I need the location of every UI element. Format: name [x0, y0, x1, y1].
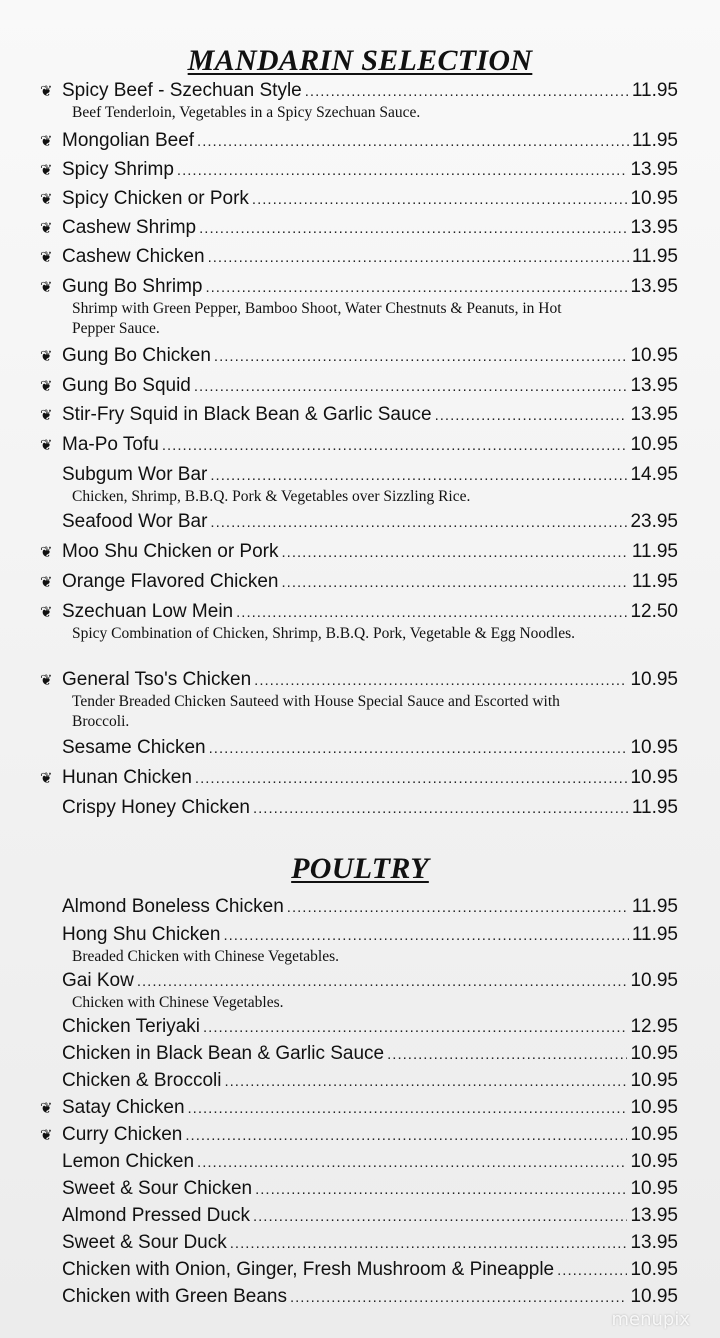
item-name: Lemon Chicken: [62, 1151, 195, 1172]
menu-item-row: [40, 1124, 678, 1147]
hot-pepper-icon: ❦: [40, 278, 53, 296]
item-price: 10.95: [630, 1043, 678, 1064]
item-price: 13.95: [630, 159, 678, 180]
dot-leader: [254, 670, 627, 692]
dot-leader: [290, 1287, 628, 1309]
dot-leader: [387, 1044, 627, 1066]
item-price: 10.95: [630, 767, 678, 788]
menu-item: [40, 217, 678, 240]
item-name: Sweet & Sour Chicken: [62, 1178, 253, 1199]
dot-leader: [223, 925, 628, 947]
item-name: Curry Chicken: [62, 1124, 183, 1145]
menu-item-row: [40, 541, 678, 564]
item-price: 11.95: [631, 80, 678, 101]
dot-leader: [185, 1125, 627, 1147]
menu-item: [40, 1205, 678, 1228]
item-price: 11.95: [631, 130, 678, 151]
dot-leader: [205, 277, 627, 299]
dot-leader: [282, 572, 629, 594]
dot-leader: [557, 1260, 627, 1282]
menu-item: [40, 970, 678, 1013]
menu-item-row: [40, 924, 678, 947]
menu-item-row: [40, 896, 678, 919]
item-name: Almond Pressed Duck: [62, 1205, 250, 1226]
item-name: Chicken with Onion, Ginger, Fresh Mushroom & Pineapple: [62, 1259, 555, 1280]
hot-pepper-icon: ❦: [40, 603, 53, 621]
hot-pepper-icon: ❦: [40, 769, 53, 787]
item-price: 10.95: [630, 669, 678, 690]
menu-item-row: [40, 1286, 678, 1309]
menu-item: [40, 601, 678, 644]
dot-leader: [162, 435, 628, 457]
menu-item-row: [40, 464, 678, 487]
item-name: Moo Shu Chicken or Pork: [62, 541, 279, 562]
item-price: 11.95: [631, 896, 678, 917]
item-name: Sesame Chicken: [62, 737, 206, 758]
menu-item-row: [40, 970, 678, 993]
item-price: 12.95: [630, 1016, 678, 1037]
dot-leader: [177, 160, 628, 182]
item-name: Stir-Fry Squid in Black Bean & Garlic Sauce: [62, 404, 432, 425]
item-description: Spicy Combination of Chicken, Shrimp, B.B.Q. Pork, Vegetable & Egg Noodles.: [72, 625, 576, 642]
watermark-logo: menupix: [611, 1309, 690, 1330]
hot-pepper-icon: ❦: [40, 671, 53, 689]
dot-leader: [253, 1206, 627, 1228]
dot-leader: [253, 798, 629, 820]
dot-leader: [282, 542, 629, 564]
menu-item: [40, 345, 678, 368]
dot-leader: [230, 1233, 628, 1255]
item-description: Breaded Chicken with Chinese Vegetables.: [72, 948, 340, 965]
menu-item: [40, 797, 678, 820]
item-price: 11.95: [631, 246, 678, 267]
menu-item: [40, 896, 678, 919]
item-price: 10.95: [630, 1070, 678, 1091]
menu-item-row: [40, 797, 678, 820]
menu-item: [40, 1043, 678, 1066]
hot-pepper-icon: ❦: [40, 190, 53, 208]
dot-leader: [194, 376, 628, 398]
item-name: Gung Bo Squid: [62, 375, 191, 396]
menu-item-row: [40, 276, 678, 299]
item-name: Szechuan Low Mein: [62, 601, 234, 622]
menu-item: [40, 511, 678, 534]
item-description: Chicken with Chinese Vegetables.: [72, 994, 284, 1011]
item-price: 14.95: [630, 464, 678, 485]
item-price: 13.95: [630, 375, 678, 396]
dot-leader: [210, 465, 627, 487]
item-price: 11.95: [631, 571, 678, 592]
item-price: 10.95: [630, 970, 678, 991]
menu-item-row: [40, 159, 678, 182]
item-name: Chicken Teriyaki: [62, 1016, 200, 1037]
item-name: Mongolian Beef: [62, 130, 195, 151]
item-name: Subgum Wor Bar: [62, 464, 208, 485]
item-price: 23.95: [630, 511, 678, 532]
item-price: 13.95: [630, 404, 678, 425]
item-description: Beef Tenderloin, Vegetables in a Spicy Szechuan Sauce.: [72, 104, 421, 121]
item-description: Shrimp with Green Pepper, Bamboo Shoot, Water Chestnuts & Peanuts, in Hot Pepper Sauce.: [72, 300, 562, 337]
item-name: Hong Shu Chicken: [62, 924, 221, 945]
menu-item-row: [40, 669, 678, 692]
menu-item: [40, 1124, 678, 1147]
menu-item: [40, 1097, 678, 1120]
dot-leader: [287, 897, 629, 919]
dot-leader: [305, 81, 629, 103]
hot-pepper-icon: ❦: [40, 543, 53, 561]
hot-pepper-icon: ❦: [40, 161, 53, 179]
item-price: 10.95: [630, 1259, 678, 1280]
menu-item-row: [40, 1151, 678, 1174]
item-name: Chicken in Black Bean & Garlic Sauce: [62, 1043, 385, 1064]
menu-item: [40, 571, 678, 594]
menu-item-row: [40, 1205, 678, 1228]
item-price: 12.50: [630, 601, 678, 622]
menu-item: [40, 767, 678, 790]
item-description: Chicken, Shrimp, B.B.Q. Pork & Vegetables over Sizzling Rice.: [72, 488, 471, 505]
dot-leader: [137, 971, 628, 993]
menu-item: [40, 737, 678, 760]
menu-item-row: [40, 130, 678, 153]
item-name: Gung Bo Chicken: [62, 345, 211, 366]
menu-item: [40, 1070, 678, 1093]
menu-item: [40, 1232, 678, 1255]
menu-item-row: [40, 737, 678, 760]
item-name: Crispy Honey Chicken: [62, 797, 250, 818]
dot-leader: [208, 247, 629, 269]
item-price: 13.95: [630, 1232, 678, 1253]
menu-item-row: [40, 1178, 678, 1201]
hot-pepper-icon: ❦: [40, 1126, 53, 1144]
dot-leader: [435, 405, 628, 427]
item-price: 13.95: [630, 1205, 678, 1226]
menu-item-row: [40, 511, 678, 534]
hot-pepper-icon: ❦: [40, 248, 53, 266]
dot-leader: [195, 768, 628, 790]
hot-pepper-icon: ❦: [40, 436, 53, 454]
menu-item: [40, 924, 678, 967]
hot-pepper-icon: ❦: [40, 1099, 53, 1117]
menu-item: [40, 130, 678, 153]
item-price: 10.95: [630, 188, 678, 209]
dot-leader: [236, 602, 627, 624]
menu-item-row: [40, 1232, 678, 1255]
menu-item-row: [40, 1259, 678, 1282]
item-price: 10.95: [630, 345, 678, 366]
item-name: Hunan Chicken: [62, 767, 192, 788]
item-name: Cashew Shrimp: [62, 217, 197, 238]
item-name: Ma-Po Tofu: [62, 434, 159, 455]
menu-item: [40, 404, 678, 427]
menu-item: [40, 375, 678, 398]
section-title-mandarin: MANDARIN SELECTION: [187, 44, 533, 77]
item-price: 10.95: [630, 737, 678, 758]
item-name: Seafood Wor Bar: [62, 511, 208, 532]
item-name: Spicy Beef - Szechuan Style: [62, 80, 302, 101]
menu-item: [40, 159, 678, 182]
menu-item: [40, 434, 678, 457]
item-name: Gung Bo Shrimp: [62, 276, 203, 297]
hot-pepper-icon: ❦: [40, 219, 53, 237]
item-price: 10.95: [630, 1286, 678, 1307]
menu-item-row: [40, 217, 678, 240]
menu-item-row: [40, 80, 678, 103]
menu-item-row: [40, 571, 678, 594]
dot-leader: [255, 1179, 627, 1201]
menu-item: [40, 276, 678, 339]
menu-item-row: [40, 434, 678, 457]
dot-leader: [252, 189, 628, 211]
menu-item: [40, 80, 678, 123]
item-name: Satay Chicken: [62, 1097, 185, 1118]
menu-item: [40, 188, 678, 211]
menu-item-row: [40, 601, 678, 624]
menu-item-row: [40, 404, 678, 427]
hot-pepper-icon: ❦: [40, 573, 53, 591]
menu-item: [40, 464, 678, 507]
item-name: Cashew Chicken: [62, 246, 205, 267]
item-price: 11.95: [631, 541, 678, 562]
item-price: 10.95: [630, 1124, 678, 1145]
menu-item-row: [40, 345, 678, 368]
item-price: 10.95: [630, 1178, 678, 1199]
item-price: 11.95: [631, 797, 678, 818]
menu-item-row: [40, 1043, 678, 1066]
hot-pepper-icon: ❦: [40, 82, 53, 100]
item-price: 11.95: [631, 924, 678, 945]
dot-leader: [197, 131, 629, 153]
item-name: Orange Flavored Chicken: [62, 571, 279, 592]
item-price: 10.95: [630, 434, 678, 455]
dot-leader: [203, 1017, 627, 1039]
item-name: Chicken & Broccoli: [62, 1070, 222, 1091]
item-price: 13.95: [630, 217, 678, 238]
menu-item-row: [40, 767, 678, 790]
menu-item-row: [40, 1070, 678, 1093]
item-name: Sweet & Sour Duck: [62, 1232, 227, 1253]
item-name: Gai Kow: [62, 970, 134, 991]
menu-item: [40, 1151, 678, 1174]
menu-item: [40, 246, 678, 269]
item-price: 10.95: [630, 1151, 678, 1172]
dot-leader: [209, 738, 628, 760]
item-price: 13.95: [630, 276, 678, 297]
menu-item: [40, 1016, 678, 1039]
dot-leader: [197, 1152, 627, 1174]
menu-item: [40, 669, 678, 732]
item-name: Chicken with Green Beans: [62, 1286, 287, 1307]
item-name: Spicy Shrimp: [62, 159, 174, 180]
dot-leader: [224, 1071, 627, 1093]
menu-item-row: [40, 375, 678, 398]
hot-pepper-icon: ❦: [40, 132, 53, 150]
hot-pepper-icon: ❦: [40, 347, 53, 365]
dot-leader: [214, 346, 628, 368]
menu-item-row: [40, 1016, 678, 1039]
menu-item-row: [40, 246, 678, 269]
hot-pepper-icon: ❦: [40, 406, 53, 424]
menu-item: [40, 1178, 678, 1201]
item-name: Spicy Chicken or Pork: [62, 188, 249, 209]
menu-item-row: [40, 188, 678, 211]
dot-leader: [188, 1098, 628, 1120]
menu-item-row: [40, 1097, 678, 1120]
item-name: General Tso's Chicken: [62, 669, 252, 690]
menu-item: [40, 1286, 678, 1309]
menu-item: [40, 1259, 678, 1282]
item-description: Tender Breaded Chicken Sauteed with House Special Sauce and Escorted with Broccoli.: [72, 693, 560, 730]
dot-leader: [210, 512, 627, 534]
item-price: 10.95: [630, 1097, 678, 1118]
menu-item: [40, 541, 678, 564]
item-name: Almond Boneless Chicken: [62, 896, 284, 917]
dot-leader: [199, 218, 627, 240]
section-title-poultry: POULTRY: [291, 852, 429, 885]
hot-pepper-icon: ❦: [40, 377, 53, 395]
